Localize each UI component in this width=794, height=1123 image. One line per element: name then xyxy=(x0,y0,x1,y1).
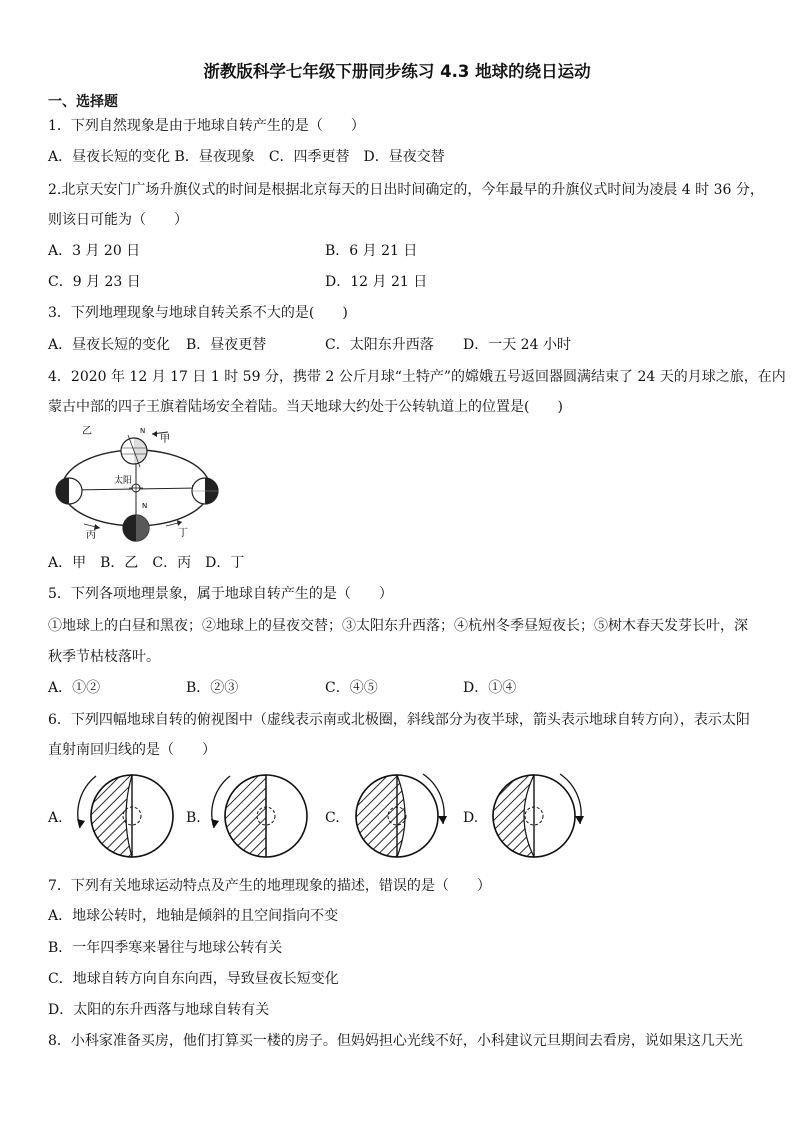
q3-stem: 3．下列地理现象与地球自转关系不大的是( ) xyxy=(48,305,348,321)
q8-stem: 8．小科家准备买房，他们打算买一楼的房子。但妈妈担心光线不好，小科建议元旦期间去看房，说如果这几天光 xyxy=(48,1033,743,1049)
q4-stem-line2: 蒙古中部的四子王旗着陆场安全着陆。当天地球大约处于公转轨道上的位置是( ) xyxy=(48,399,563,415)
q2-option-c: C．9 月 23 日 xyxy=(48,274,141,290)
north-label-top: N xyxy=(140,427,146,435)
q2-option-a: A．3 月 20 日 xyxy=(48,243,141,259)
position-bing-label: 丙 xyxy=(86,530,96,541)
q7-option-a: A．地球公转时，地轴是倾斜的且空间指向不变 xyxy=(48,908,339,924)
q6-label-b: B. xyxy=(186,810,201,826)
earth-bottom-icon xyxy=(123,515,149,541)
q7-option-d: D．太阳的东升西落与地球自转有关 xyxy=(48,1002,270,1018)
earth-orbit-diagram xyxy=(48,420,228,545)
q2-option-b: B．6 月 21 日 xyxy=(325,243,418,259)
sun-label: 太阳 xyxy=(114,476,133,486)
earth-left-icon xyxy=(56,478,82,504)
q6-label-c: C. xyxy=(325,810,340,826)
page-title: 浙教版科学七年级下册同步练习 4.3 地球的绕日运动 xyxy=(203,62,591,81)
q5-option-b: B．②③ xyxy=(186,680,239,696)
q7-option-b: B．一年四季寒来暑往与地球公转有关 xyxy=(48,940,283,956)
position-yi-label: 乙 xyxy=(82,426,92,437)
earth-right-icon xyxy=(192,478,218,504)
q4-options: A．甲 B．乙 C．丙 D．丁 xyxy=(48,555,245,571)
q5-detail-line2: 秋季节枯枝落叶。 xyxy=(48,649,160,665)
q5-option-a: A．①② xyxy=(48,680,101,696)
q1-stem: 1．下列自然现象是由于地球自转产生的是（ ） xyxy=(48,118,365,134)
q3-option-b: B．昼夜更替 xyxy=(186,337,267,353)
q2-option-d: D．12 月 21 日 xyxy=(325,274,428,290)
q4-stem-line1: 4．2020 年 12 月 17 日 1 时 59 分，携带 2 公斤月球“土特产”的嫦娥五号返回器圆满结束了 24 天的月球之旅，在内 xyxy=(48,369,786,385)
q3-option-a: A．昼夜长短的变化 xyxy=(48,337,171,353)
q6-label-a: A. xyxy=(48,810,63,826)
position-jia-label: 甲 xyxy=(160,434,170,445)
q6-label-d: D. xyxy=(463,810,479,826)
q5-detail-line1: ①地球上的白昼和黑夜；②地球上的昼夜交替；③太阳东升西落；④杭州冬季昼短夜长；⑤树木春天发芽长叶，深 xyxy=(48,618,748,634)
earth-top-icon xyxy=(121,435,147,467)
q6-figure-d xyxy=(484,770,604,862)
q6-figure-a xyxy=(66,770,186,862)
q6-figure-b xyxy=(204,770,324,862)
q6-stem-line1: 6．下列四幅地球自转的俯视图中（虚线表示南或北极圈，斜线部分为夜半球，箭头表示地球自转方向），表示太阳 xyxy=(48,712,750,728)
section-heading: 一、选择题 xyxy=(48,94,118,110)
position-ding-label: 丁 xyxy=(178,528,188,539)
q6-figure-c xyxy=(343,770,463,862)
q7-option-c: C．地球自转方向自东向西，导致昼夜长短变化 xyxy=(48,971,339,987)
q5-stem: 5．下列各项地理景象，属于地球自转产生的是（ ） xyxy=(48,586,393,602)
q3-option-d: D．一天 24 小时 xyxy=(463,337,571,353)
q3-option-c: C．太阳东升西落 xyxy=(325,337,434,353)
q5-option-d: D．①④ xyxy=(463,680,517,696)
q2-stem-line1: 2.北京天安门广场升旗仪式的时间是根据北京每天的日出时间确定的，今年最早的升旗仪式时间为凌晨 4 时 36 分， xyxy=(48,182,764,198)
q7-stem: 7．下列有关地球运动特点及产生的地理现象的描述，错误的是（ ） xyxy=(48,878,491,894)
q1-options: A．昼夜长短的变化 B．昼夜现象 C．四季更替 D．昼夜交替 xyxy=(48,149,445,165)
q6-stem-line2: 直射南回归线的是（ ） xyxy=(48,742,216,758)
north-label-bottom: N xyxy=(142,502,148,510)
q2-stem-line2: 则该日可能为（ ） xyxy=(48,212,188,228)
q5-option-c: C．④⑤ xyxy=(325,680,378,696)
